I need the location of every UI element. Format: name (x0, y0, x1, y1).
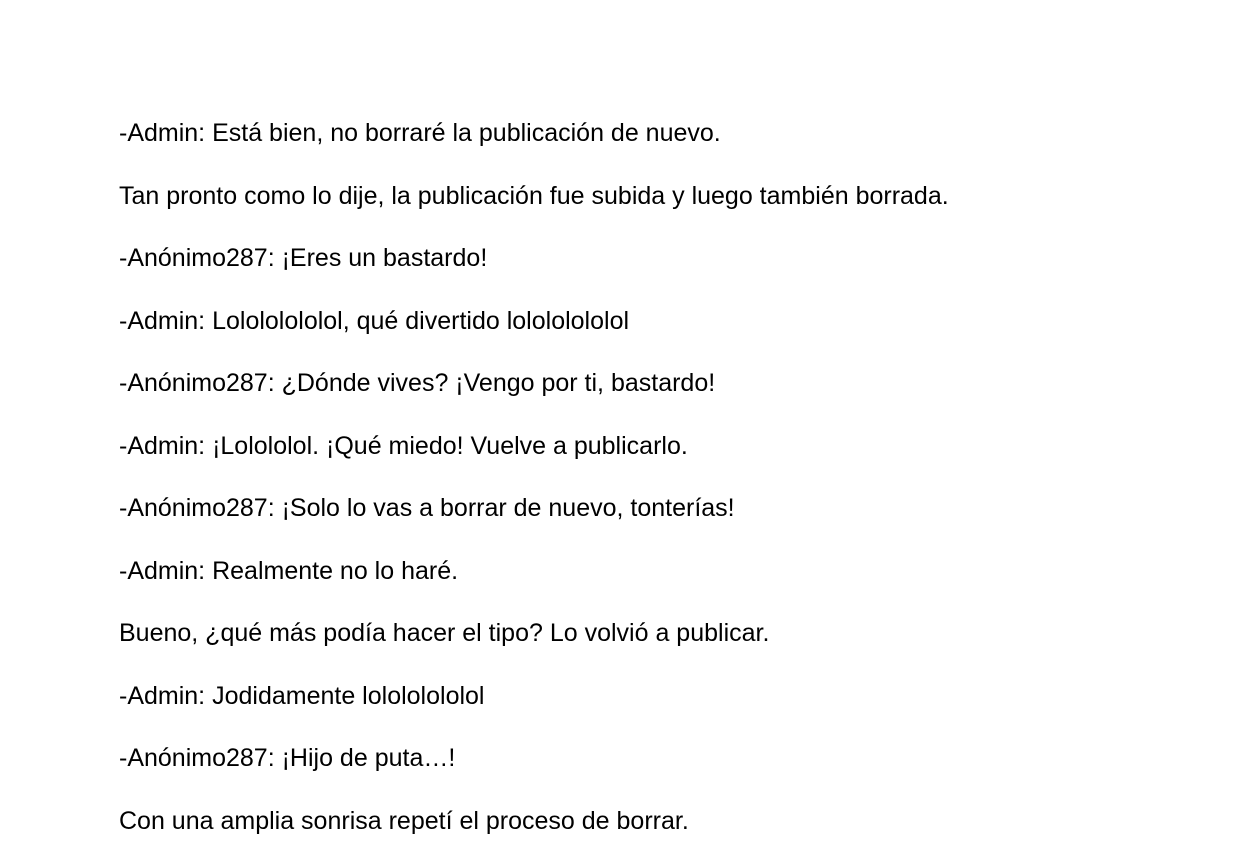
paragraph-11: -Anónimo287: ¡Hijo de puta…! (119, 744, 456, 772)
paragraph-1: -Admin: Está bien, no borraré la publicación de nuevo. (119, 119, 721, 147)
paragraph-2: Tan pronto como lo dije, la publicación fue subida y luego también borrada. (119, 181, 949, 210)
paragraph-9: Bueno, ¿qué más podía hacer el tipo? Lo volvió a publicar. (119, 619, 770, 647)
paragraph-4: -Admin: Lolololololol, qué divertido lolololololol (119, 306, 630, 335)
paragraph-7: -Anónimo287: ¡Solo lo vas a borrar de nuevo, tonterías! (119, 494, 735, 522)
paragraph-5: -Anónimo287: ¿Dónde vives? ¡Vengo por ti, bastardo! (119, 369, 716, 397)
paragraph-10: -Admin: Jodidamente lolololololol (119, 681, 485, 710)
document-body (119, 118, 1199, 868)
paragraph-12: Con una amplia sonrisa repetí el proceso de borrar. (119, 806, 689, 835)
paragraph-3: -Anónimo287: ¡Eres un bastardo! (119, 244, 488, 272)
paragraph-6: -Admin: ¡Lolololol. ¡Qué miedo! Vuelve a publicarlo. (119, 431, 688, 460)
paragraph-8: -Admin: Realmente no lo haré. (119, 556, 459, 585)
